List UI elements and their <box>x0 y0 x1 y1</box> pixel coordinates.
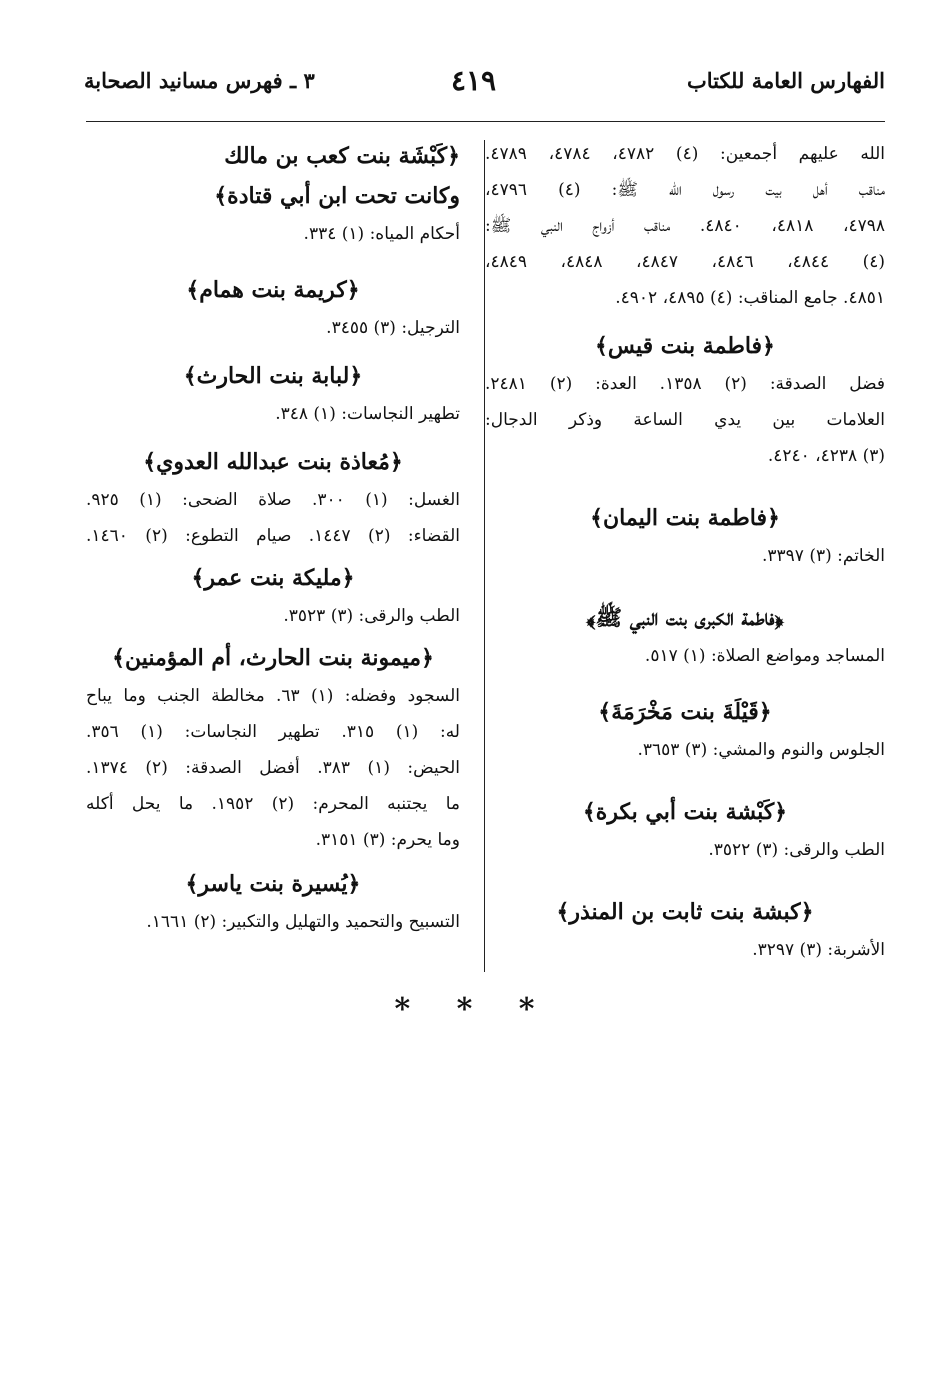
intro-line: الله عليهم أجمعين: (٤) ٤٧٨٢، ٤٧٨٤، ٤٧٨٩. <box>485 144 886 164</box>
index-entry <box>86 638 460 858</box>
entry-line: (٣) ٤٢٣٨، ٤٢٤٠. <box>767 446 885 466</box>
entry-line: الأشربة: (٣) ٣٢٩٧. <box>752 940 885 960</box>
entry-line: له: (١) ٣١٥. تطهير النجاسات: (١) ٣٥٦. <box>86 722 460 742</box>
entry-line: ما يجتنبه المحرم: (٢) ١٩٥٢. ما يحل أكله <box>86 794 460 814</box>
right-column <box>485 136 885 968</box>
index-entry <box>485 498 885 574</box>
entry-line: الترجيل: (٣) ٣٤٥٥. <box>326 318 460 338</box>
entry-line: الجلوس والنوم والمشي: (٣) ٣٦٥٣. <box>637 740 885 760</box>
index-entry <box>485 326 885 474</box>
index-entry <box>485 692 885 768</box>
entry-heading: ﴿كَبْشَة بنت كعب بن مالك <box>224 143 460 169</box>
running-title-left: ٣ ـ فهرس مسانيد الصحابة <box>84 68 315 93</box>
entry-line: الخاتم: (٣) ٣٣٩٧. <box>762 546 885 566</box>
left-column <box>86 136 460 940</box>
intro-line: (٤) ٤٨٤٤، ٤٨٤٦، ٤٨٤٧، ٤٨٤٨، ٤٨٤٩، <box>485 252 886 272</box>
section-separator: * * * <box>394 992 553 1027</box>
entry-line: وما يحرم: (٣) ٣١٥١. <box>315 830 460 850</box>
intro-line: مناقب أهل بيت رسول الله ﷺ: (٤) ٤٧٩٦، <box>485 180 885 200</box>
entry-line: العلامات بين يدي الساعة وذكر الدجال: <box>485 410 885 430</box>
entry-heading: ﴿كريمة بنت همام﴾ <box>186 277 360 303</box>
entry-heading: ﴿مليكة بنت عمر﴾ <box>191 565 355 591</box>
entry-heading: ﴿ميمونة بنت الحارث، أم المؤمنين﴾ <box>112 645 434 671</box>
entry-heading: ﴿قَيْلَةَ بنت مَخْرَمَةَ﴾ <box>598 699 772 725</box>
entry-line: أحكام المياه: (١) ٣٣٤. <box>303 224 460 244</box>
index-entry <box>485 792 885 868</box>
entry-heading: ﴿يُسيرة بنت ياسر﴾ <box>185 871 361 897</box>
entry-heading: ﴿فاطمة بنت قيس﴾ <box>595 333 775 359</box>
entry-line: تطهير النجاسات: (١) ٣٤٨. <box>275 404 460 424</box>
index-entry <box>86 442 460 554</box>
entry-line: الطب والرقى: (٣) ٣٥٢٣. <box>283 606 460 626</box>
entry-line: الغسل: (١) ٣٠٠. صلاة الضحى: (١) ٩٢٥. <box>86 490 460 510</box>
entry-heading: ﴿لبابة بنت الحارث﴾ <box>183 363 363 389</box>
intro-line: ٤٧٩٨، ٤٨١٨، ٤٨٤٠. مناقب أزواج النبي ﷺ: <box>485 216 886 236</box>
entry-line: فضل الصدقة: (٢) ١٣٥٨. العدة: (٢) ٢٤٨١. <box>485 374 885 394</box>
index-entry <box>86 864 460 940</box>
entry-line: السجود وفضله: (١) ٦٣. مخالطة الجنب وما يباح <box>86 686 460 706</box>
entry-line: الطب والرقى: (٣) ٣٥٢٢. <box>708 840 885 860</box>
index-entry <box>86 558 460 634</box>
entry-heading: ﴿مُعاذة بنت عبدالله العدوي﴾ <box>143 449 403 475</box>
index-entry <box>485 598 885 674</box>
index-entry <box>86 270 460 346</box>
entry-heading: ﴿فاطمة الكبرى بنت النبي ﷺ﴾ <box>586 605 784 631</box>
running-title-right: الفهارس العامة للكتاب <box>686 68 885 93</box>
entry-heading: ﴿فاطمة بنت اليمان﴾ <box>590 505 780 531</box>
entry-heading: ﴿كَبْشة بنت أبي بكرة﴾ <box>582 799 788 825</box>
page-number: ٤١٩ <box>450 64 497 97</box>
index-entry <box>86 356 460 432</box>
entry-line: الحيض: (١) ٣٨٣. أفضل الصدقة: (٢) ١٣٧٤. <box>86 758 460 778</box>
intro-line: ٤٨٥١. جامع المناقب: (٤) ٤٨٩٥، ٤٩٠٢. <box>615 288 885 308</box>
header-rule <box>86 121 885 122</box>
entry-line: المساجد ومواضع الصلاة: (١) ٥١٧. <box>644 646 885 666</box>
entry-heading-continued: وكانت تحت ابن أبي قتادة﴾ <box>214 183 460 209</box>
index-entry <box>86 136 460 252</box>
index-entry <box>485 892 885 968</box>
entry-line: التسبيح والتحميد والتهليل والتكبير: (٢) ١٦٦١. <box>146 912 460 932</box>
entry-line: القضاء: (٢) ١٤٤٧. صيام التطوع: (٢) ١٤٦٠. <box>86 526 460 546</box>
entry-heading: ﴿كبشة بنت ثابت بن المنذر﴾ <box>556 899 814 925</box>
